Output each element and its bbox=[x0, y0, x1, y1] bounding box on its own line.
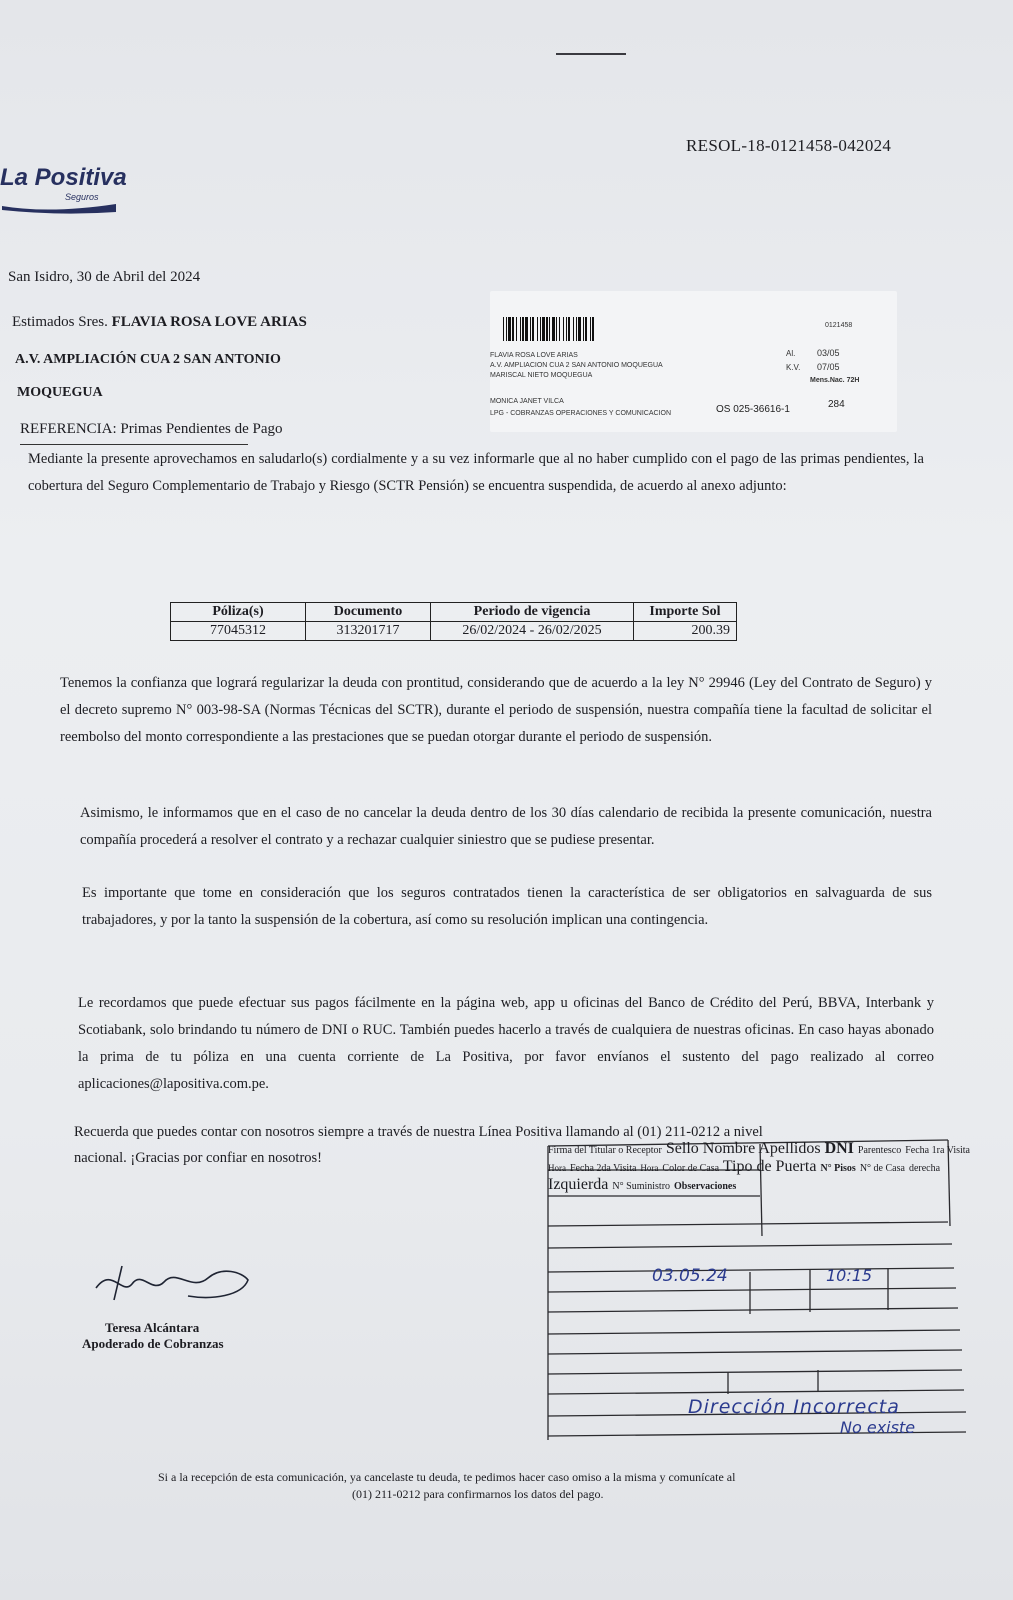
paragraph-3: Asimismo, le informamos que en el caso de no cancelar la deuda dentro de los 30 días calendario de recibida la presente comunicación, nuestra compañía procederá a resolver el contrato y a rechazar cualquier siniestro que se pudiese presentar. bbox=[80, 805, 932, 848]
paragraph-1: Mediante la presente aprovechamos en saludarlo(s) cordialmente y a su vez informarle que al no haber cumplido con el pago de las primas pendientes, la cobertura del Seguro Complementario de Trabajo y Riesgo (SCTR Pensión) se encuentra suspendida, de acuerdo al anexo adjunto: bbox=[28, 451, 924, 494]
label-mens: Mens.Nac. 72H bbox=[810, 377, 860, 384]
label-department: LPG - COBRANZAS OPERACIONES Y COMUNICACION bbox=[490, 410, 671, 417]
paragraph-6a: Recuerda que puedes contar con nosotros siempre a través de nuestra Línea Positiva llamando al (01) 211-0212 a nivel bbox=[74, 1124, 763, 1140]
label-agent: MONICA JANET VILCA bbox=[490, 398, 564, 405]
annex-table bbox=[170, 602, 737, 641]
stamp-n-pisos: N° Pisos bbox=[820, 1163, 856, 1174]
table-header: Periodo de vigencia bbox=[431, 603, 634, 622]
paragraph-2: Tenemos la confianza que logrará regularizar la deuda con prontitud, considerando que de acuerdo a la ley N° 29946 (Ley del Contrato de Seguro) y el decreto supremo N° 003-98-SA (Normas Técnicas del SCTR), durante el periodo de suspensión, nuestra compañía tiene la facultad de solicitar el reembolso del monto correspondiente a las prestaciones que se puedan otorgar durante el periodo de suspensión. bbox=[60, 675, 932, 745]
resolution-code: RESOL-18-0121458-042024 bbox=[686, 136, 892, 155]
table-row bbox=[171, 622, 737, 641]
table-header: Póliza(s) bbox=[171, 603, 306, 622]
reference-underline bbox=[20, 444, 248, 445]
delivery-stamp bbox=[548, 1140, 973, 1462]
logo-subtitle: Seguros bbox=[65, 192, 99, 202]
stamp-parentesco: Parentesco bbox=[857, 1145, 902, 1156]
stamp-hora: Hora bbox=[548, 1163, 566, 1173]
logo-swoosh-icon bbox=[0, 200, 118, 216]
stamp-obs-value-1: Dirección Incorrecta bbox=[688, 1396, 900, 1418]
letter-date: San Isidro, 30 de Abril del 2024 bbox=[8, 269, 201, 285]
address-line-1: A.V. AMPLIACIÓN CUA 2 SAN ANTONIO bbox=[15, 352, 281, 367]
paragraph-5: Le recordamos que puede efectuar sus pagos fácilmente en la página web, app u oficinas del Banco de Crédito del Perú, BBVA, Interbank y Scotiabank, solo brindando tu número de DNI o RUC. También puedes hacerlo a través de cualquiera de nuestras oficinas. En caso hayas abonado la prima de tu póliza en una cuenta corriente de La Positiva, por favor envíanos el sustento del pago realizado al correo aplicaciones@lapositiva.com.pe. bbox=[78, 995, 934, 1092]
top-divider bbox=[556, 53, 626, 55]
table-header-row bbox=[171, 603, 737, 622]
stamp-apellidos: Apellidos bbox=[758, 1140, 821, 1157]
stamp-n-suministro: N° Suministro bbox=[612, 1181, 671, 1192]
table-header: Importe Sol bbox=[634, 603, 737, 622]
signature-icon bbox=[92, 1256, 252, 1306]
table-cell: 313201717 bbox=[306, 622, 431, 641]
logo-name: La Positiva bbox=[0, 164, 127, 191]
stamp-derecha: derecha bbox=[908, 1163, 941, 1174]
stamp-izquierda: Izquierda bbox=[548, 1176, 609, 1193]
stamp-hora-value: 10:15 bbox=[826, 1266, 873, 1285]
label-address-1: A.V. AMPLIACION CUA 2 SAN ANTONIO MOQUEGUA bbox=[490, 362, 663, 369]
recipient-name: FLAVIA ROSA LOVE ARIAS bbox=[111, 314, 307, 330]
salutation-prefix: Estimados Sres. bbox=[12, 314, 108, 330]
label-number: 284 bbox=[828, 399, 845, 410]
label-id: 0121458 bbox=[825, 322, 853, 329]
label-name: FLAVIA ROSA LOVE ARIAS bbox=[490, 352, 578, 359]
paragraph-4: Es importante que tome en consideración que los seguros contratados tienen la característica de ser obligatorios en salvaguarda de sus trabajadores, y por la tanto la suspensión de la cobertura, así como su resolución implican una contingencia. bbox=[82, 885, 932, 928]
stamp-hora-2: Hora bbox=[640, 1163, 659, 1173]
address-line-2: MOQUEGUA bbox=[17, 385, 103, 400]
table-header: Documento bbox=[306, 603, 431, 622]
mailing-label bbox=[490, 291, 897, 432]
label-kv-value: 07/05 bbox=[817, 362, 840, 372]
label-al-value: 03/05 bbox=[817, 348, 840, 358]
stamp-fecha-1: Fecha 1ra Visita bbox=[905, 1145, 970, 1156]
signer-name: Teresa Alcántara bbox=[105, 1320, 200, 1335]
paragraph-6b: nacional. ¡Gracias por confiar en nosotros! bbox=[74, 1150, 323, 1166]
footer-line-1: Si a la recepción de esta comunicación, ya cancelaste tu deuda, te pedimos hacer caso omiso a la misma y comunícate al bbox=[158, 1470, 736, 1484]
salutation bbox=[12, 314, 307, 331]
stamp-nombre: Nombre bbox=[702, 1140, 756, 1157]
table-cell: 200.39 bbox=[634, 622, 737, 641]
stamp-tipo-puerta: Tipo de Puerta bbox=[722, 1158, 817, 1175]
stamp-firma: Firma del Titular o Receptor bbox=[548, 1145, 662, 1156]
stamp-fecha-1-value: 03.05.24 bbox=[652, 1266, 728, 1286]
signer-role: Apoderado de Cobranzas bbox=[82, 1336, 224, 1351]
table-cell: 77045312 bbox=[171, 622, 306, 641]
company-logo bbox=[0, 164, 130, 224]
stamp-sello: Sello bbox=[665, 1140, 699, 1157]
stamp-obs-value-2: No existe bbox=[840, 1418, 916, 1437]
reference: REFERENCIA: Primas Pendientes de Pago bbox=[20, 421, 283, 437]
barcode-icon bbox=[500, 317, 712, 341]
label-kv: K.V. bbox=[786, 363, 801, 372]
stamp-n-casa: N° de Casa bbox=[859, 1163, 905, 1174]
table-cell: 26/02/2024 - 26/02/2025 bbox=[431, 622, 634, 641]
stamp-fecha-2: Fecha 2da Visita bbox=[570, 1163, 637, 1174]
label-code: OS 025-36616-1 bbox=[716, 404, 790, 415]
stamp-color-casa: Color de Casa bbox=[662, 1163, 720, 1174]
stamp-observaciones: Observaciones bbox=[674, 1181, 737, 1192]
footer-line-2: (01) 211-0212 para confirmarnos los datos del pago. bbox=[352, 1487, 604, 1501]
label-address-2: MARISCAL NIETO MOQUEGUA bbox=[490, 372, 593, 379]
label-al: Al. bbox=[786, 349, 796, 358]
stamp-dni: DNI bbox=[824, 1140, 854, 1157]
